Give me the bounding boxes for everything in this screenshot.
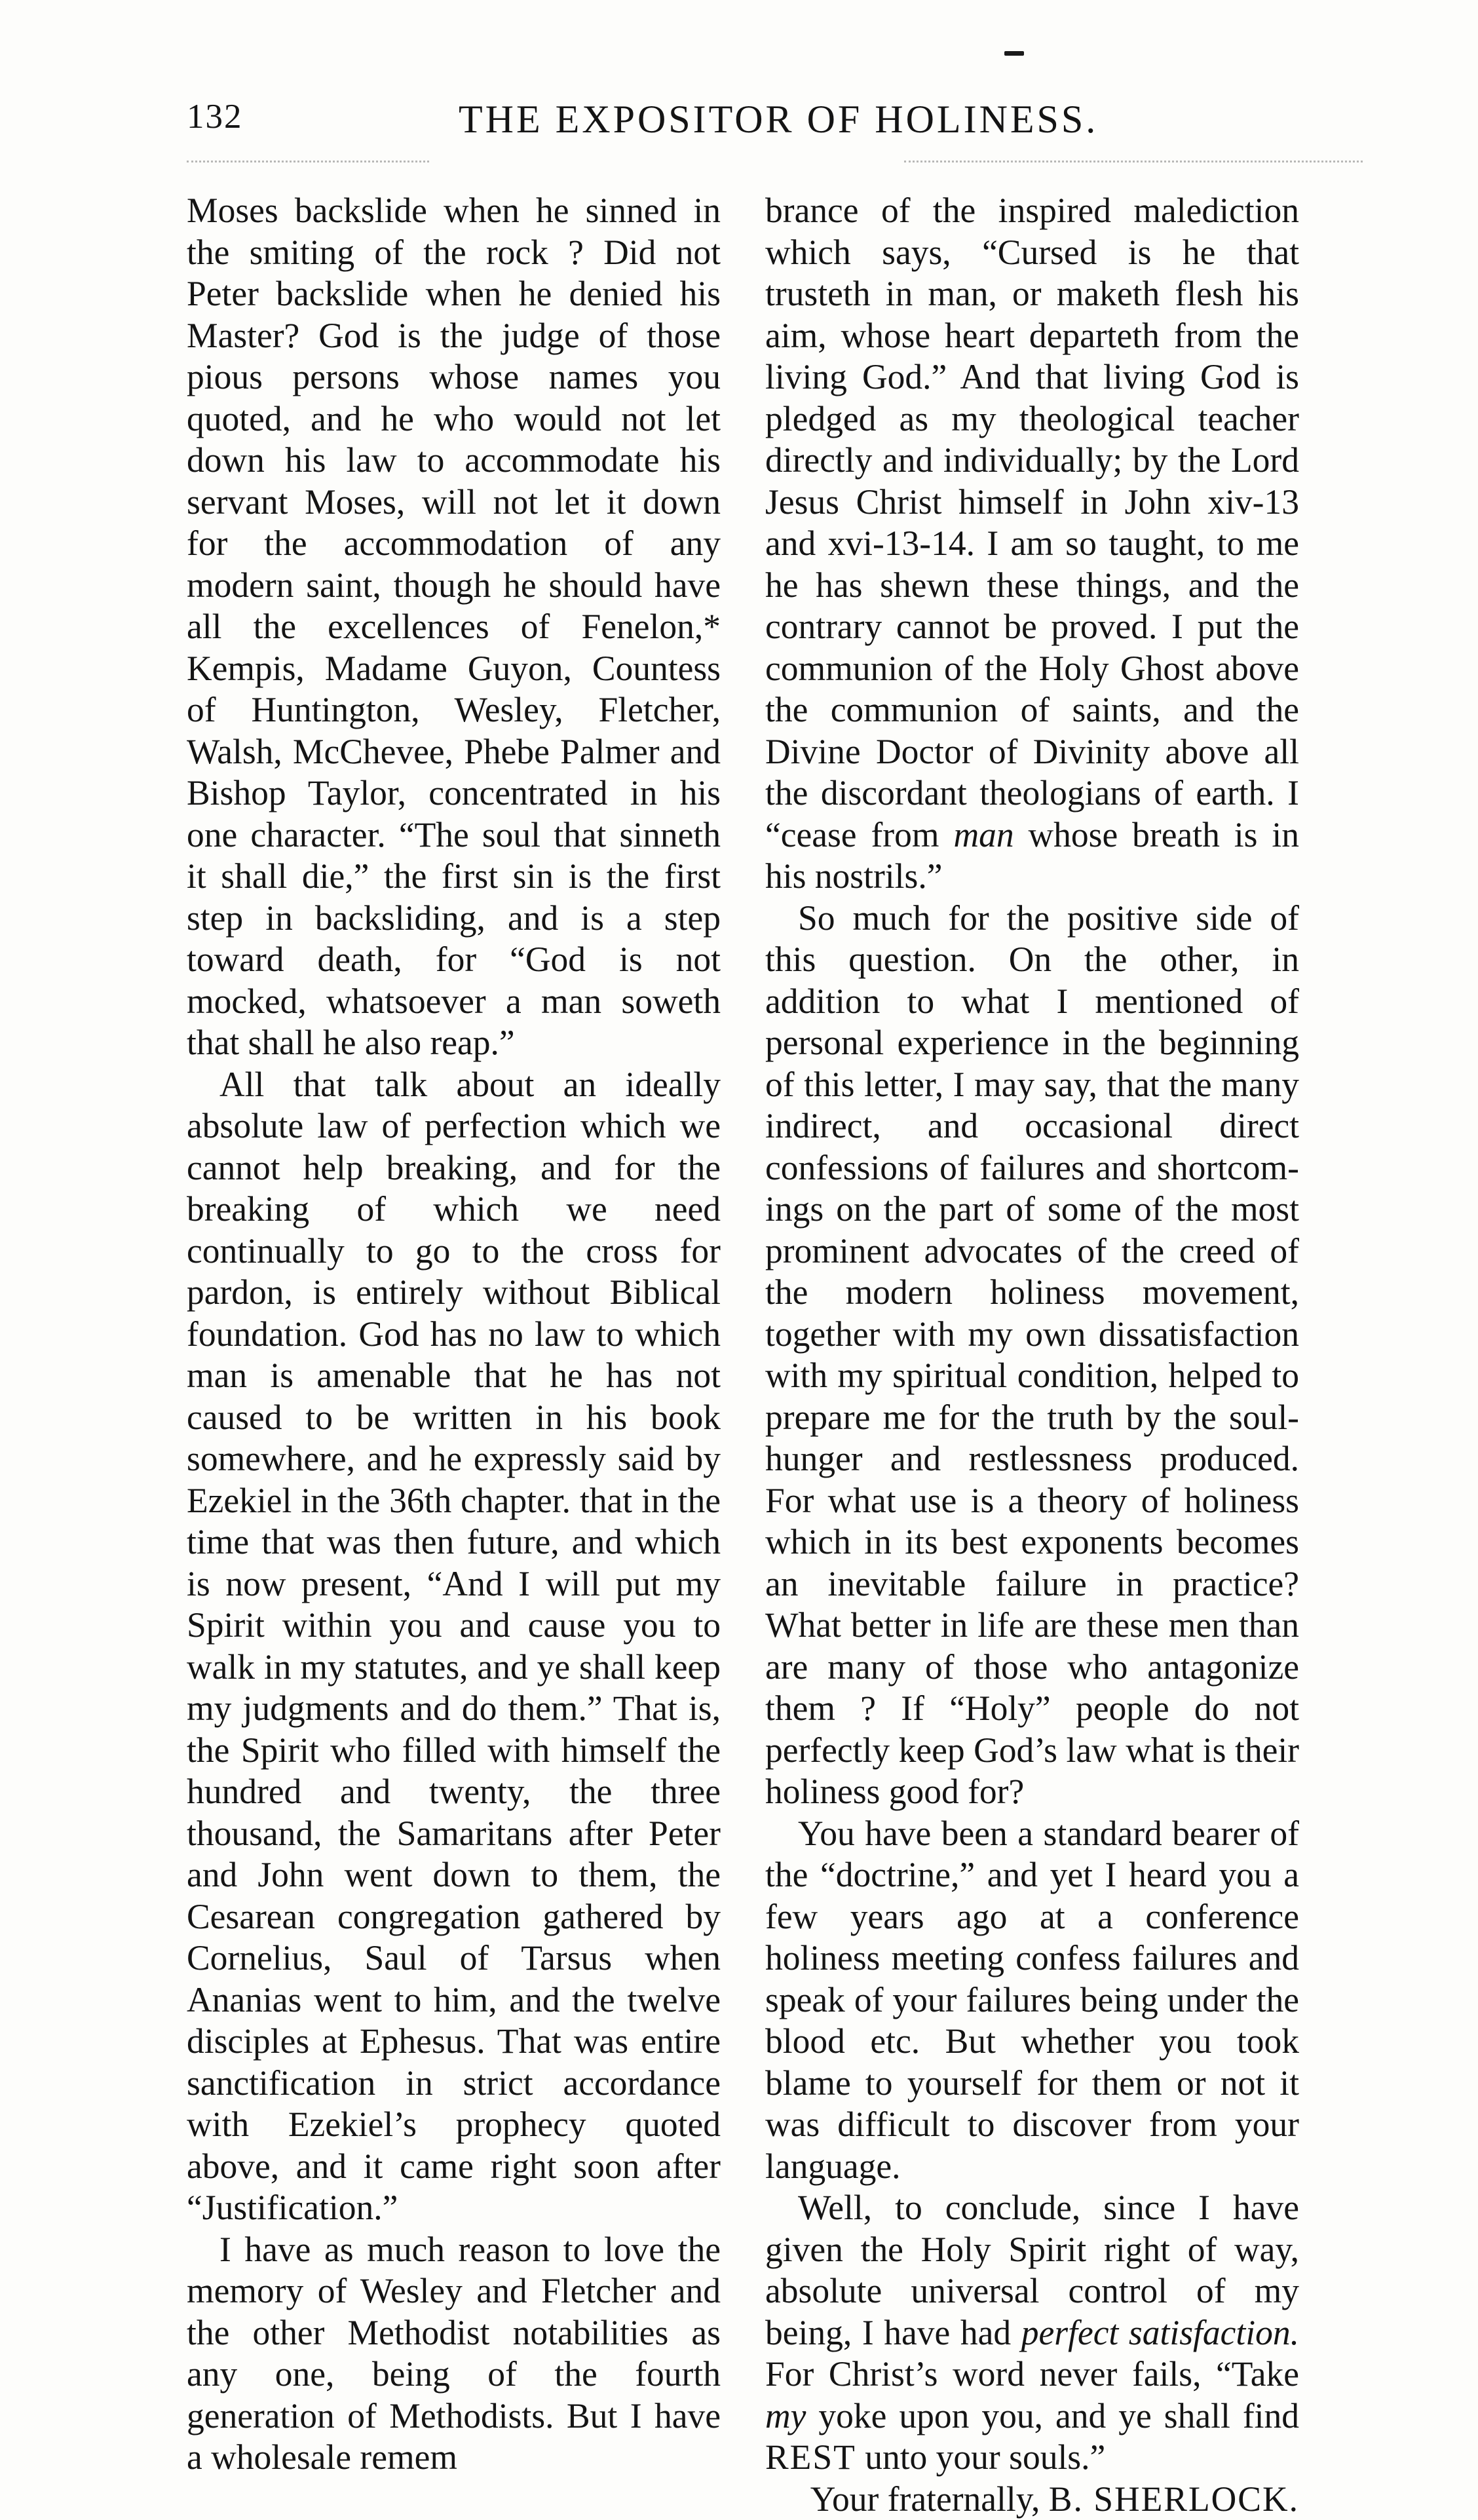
paragraph [765, 2187, 1299, 2479]
text-run: unto your souls.” [856, 2437, 1105, 2477]
text-run: whose breath is in his nostrils.” [765, 815, 1299, 896]
left-column [187, 190, 721, 2479]
small-caps-word: REST [765, 2437, 856, 2477]
header-rule-left [187, 161, 429, 162]
emphasis: perfect satisfaction. [1021, 2313, 1299, 2352]
page-header [0, 97, 1478, 156]
text-run: brance of the inspired malediction which says, “Cursed is he that trusteth in man, or maketh flesh his aim, whose heart departeth from the living God.” And that living God is pledged as my theological teacher directly and individually; by the Lord Jesus Christ himself in John xiv-13 and xvi-13-14. I am so taught, to me he has shewn these things, and the contrary cannot be proved. I put the communion of the Holy Ghost above the communion of saints, and the Divine Doctor of Divinity above all the discordant theologians of earth. I “cease from [765, 191, 1299, 854]
right-column [765, 190, 1299, 2520]
paragraph: So much for the positive side of this question. On the other, in addition to what I mentioned of personal experience in the beginning of this letter, I may say, that the many indirect, and occasional direct confessions of failures and shortcomings on the part of some of the most prominent advocates of the creed of the modern holiness movement, together with my own dissatisfaction with my spiritual condition, helped to prepare me for the truth by the soul-hunger and restlessness produced. For what use is a theory of holiness which in its best exponents becomes an inevitable failure in practice? What better in life are these men than are many of those who antagonize them ? If “Holy” people do not perfectly keep God’s law what is their holiness good for? [765, 898, 1299, 1813]
text-run: yoke upon you, and ye shall find [806, 2396, 1299, 2435]
page-number: 132 [187, 97, 243, 136]
header-rule-right [904, 161, 1363, 162]
paragraph: I have as much reason to love the memory of Wesley and Fletcher and the other Methodist notabilities as any one, being of the fourth generation of Methodists. But I have a wholesale remem [187, 2229, 721, 2479]
print-mark [1004, 51, 1024, 56]
signature-name: B. SHERLOCK. [1049, 2479, 1299, 2519]
text-run: For Christ’s word never fails, “Take [765, 2354, 1299, 2394]
emphasis: man [953, 815, 1014, 854]
signature-line [765, 2479, 1299, 2520]
paragraph: Moses backslide when he sinned in the smiting of the rock ? Did not Peter backslide when he denied his Master? God is the judge of those pious persons whose names you quoted, and he who would not let down his law to accommodate his servant Moses, will not let it down for the accommodation of any modern saint, though he should have all the excellences of Fenelon,* Kempis, Madame Guyon, Countess of Huntington, Wesley, Fletcher, Walsh, McChevee, Phebe Palmer and Bishop Taylor, concentrated in his one character. “The soul that sinneth it shall die,” the first sin is the first step in backsliding, and is a step toward death, for “God is not mocked, whatsoever a man soweth that shall he also reap.” [187, 190, 721, 1064]
text-run: Well, to conclude, since I have given the Holy Spirit right of way, absolute universal control of my being, I have had [765, 2188, 1299, 2352]
paragraph [765, 190, 1299, 898]
paragraph: You have been a standard bearer of the “doctrine,” and yet I heard you a few years ago at a conference holiness meeting confess failures and speak of your failures being under the blood etc. But whether you took blame to yourself for them or not it was difficult to discover from your language. [765, 1813, 1299, 2188]
paragraph: All that talk about an ideally absolute law of perfection which we cannot help breaking, and for the breaking of which we need continually to go to the cross for pardon, is entirely without Biblical foundation. God has no law to which man is amenable that he has not caused to be written in his book somewhere, and he expressly said by Ezekiel in the 36th chapter. that in the time that was then future, and which is now present, “And I will put my Spirit within you and cause you to walk in my statutes, and ye shall keep my judgments and do them.” That is, the Spirit who filled with himself the hundred and twenty, the three thousand, the Samaritans after Peter and John went down to them, the Cesarean congregation gathered by Cornelius, Saul of Tarsus when Ananias went to him, and the twelve disciples at Ephesus. That was entire sanctification in strict accordance with Ezekiel’s prophecy quoted above, and it came right soon after “Justification.” [187, 1064, 721, 2229]
running-title: THE EXPOSITOR OF HOLINESS. [459, 97, 1081, 142]
closing: Your fraternally, [810, 2479, 1040, 2519]
emphasis: my [765, 2396, 806, 2435]
